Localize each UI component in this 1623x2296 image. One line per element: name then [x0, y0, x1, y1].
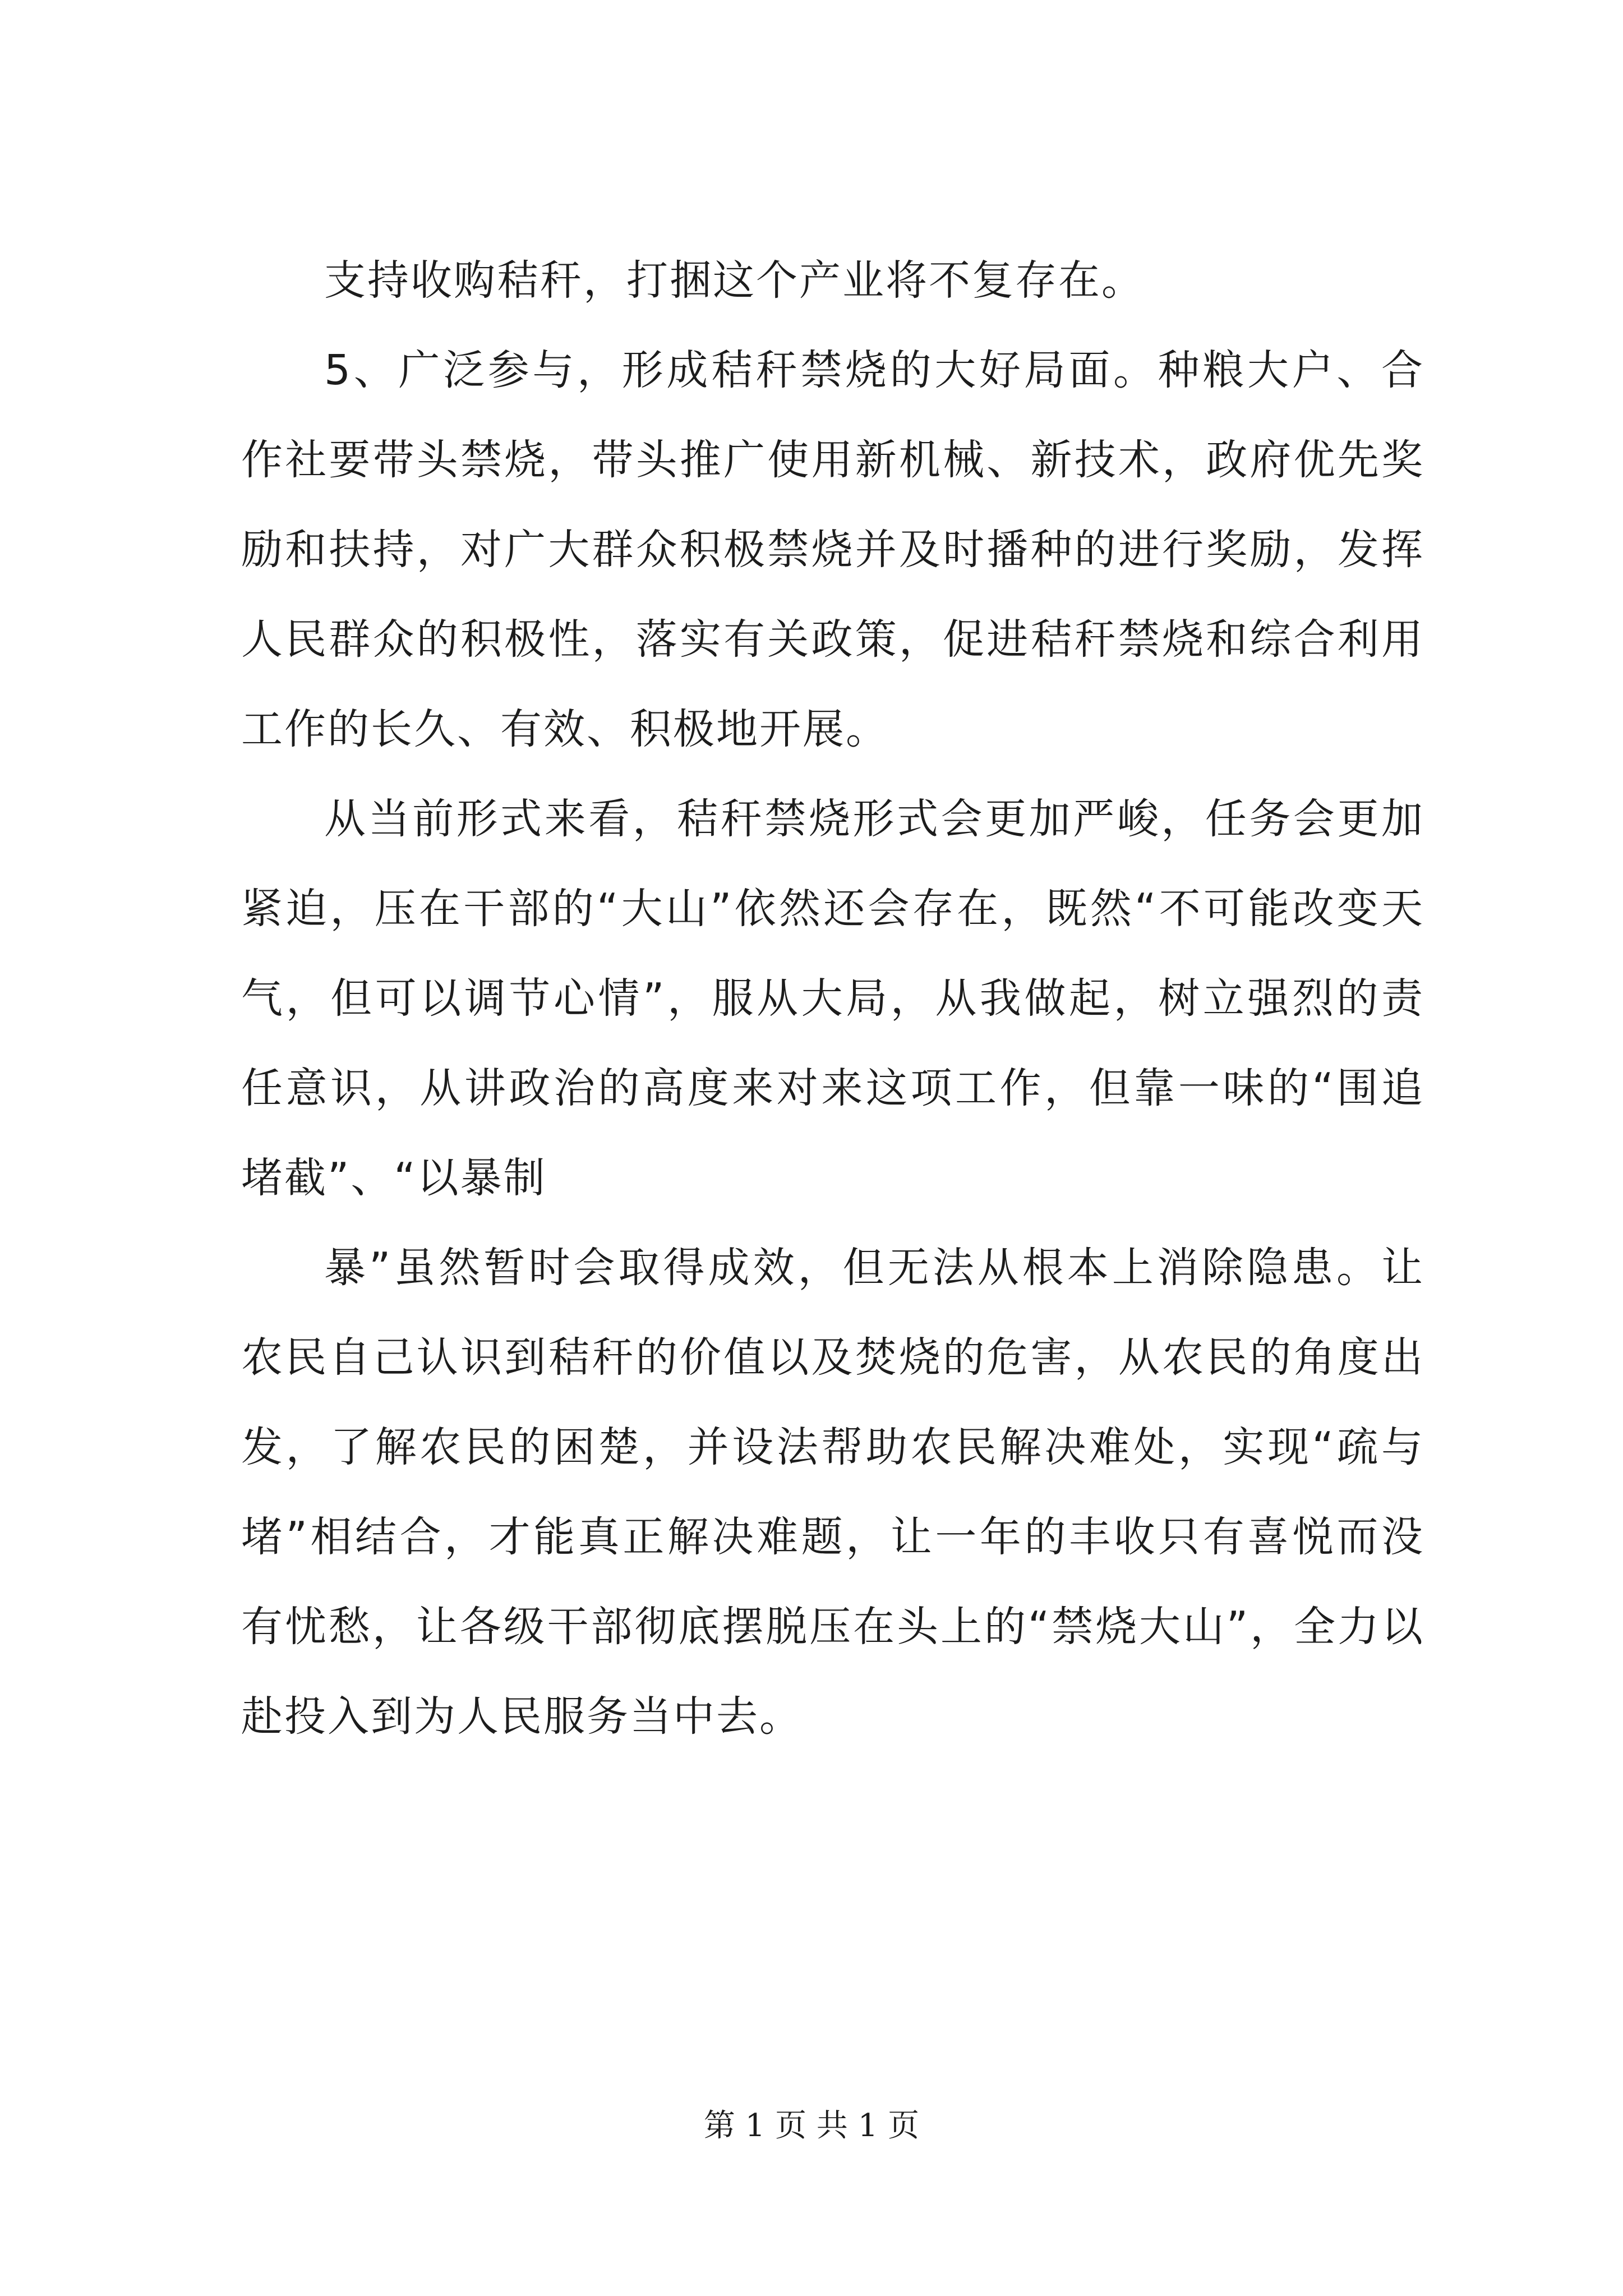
paragraph-2: 5、广泛参与，形成秸秆禁烧的大好局面。种粮大户、合作社要带头禁烧，带头推广使用新机械、新技术，政府优先奖励和扶持，对广大群众积极禁烧并及时播种的进行奖励，发挥人民群众的积极性，落实有关政策，促进秸秆禁烧和综合利用工作的长久、有效、积极地开展。: [241, 346, 1424, 753]
paragraph-1: 支持收购秸秆，打捆这个产业将不复存在。: [324, 256, 1145, 305]
paragraph-3: 从当前形式来看，秸秆禁烧形式会更加严峻，任务会更加紧迫，压在干部的“大山”依然还会存在，既然“不可能改变天气，但可以调节心情”，服从大局，从我做起，树立强烈的责任意识，从讲政治的高度来对来这项工作，但靠一味的“围追堵截”、“以暴制: [241, 795, 1424, 1202]
page-footer: 第 1 页 共 1 页: [703, 2108, 920, 2144]
paragraph-4: 暴”虽然暂时会取得成效，但无法从根本上消除隐患。让农民自己认识到秸秆的价值以及焚烧的危害，从农民的角度出发，了解农民的困楚，并设法帮助农民解决难处，实现“疏与堵”相结合，才能真正解决难题，让一年的丰收只有喜悦而没有忧愁，让各级干部彻底摆脱压在头上的“禁烧大山”，全力以赴投入到为人民服务当中去。: [241, 1244, 1424, 1741]
document-body: [241, 236, 1424, 1761]
